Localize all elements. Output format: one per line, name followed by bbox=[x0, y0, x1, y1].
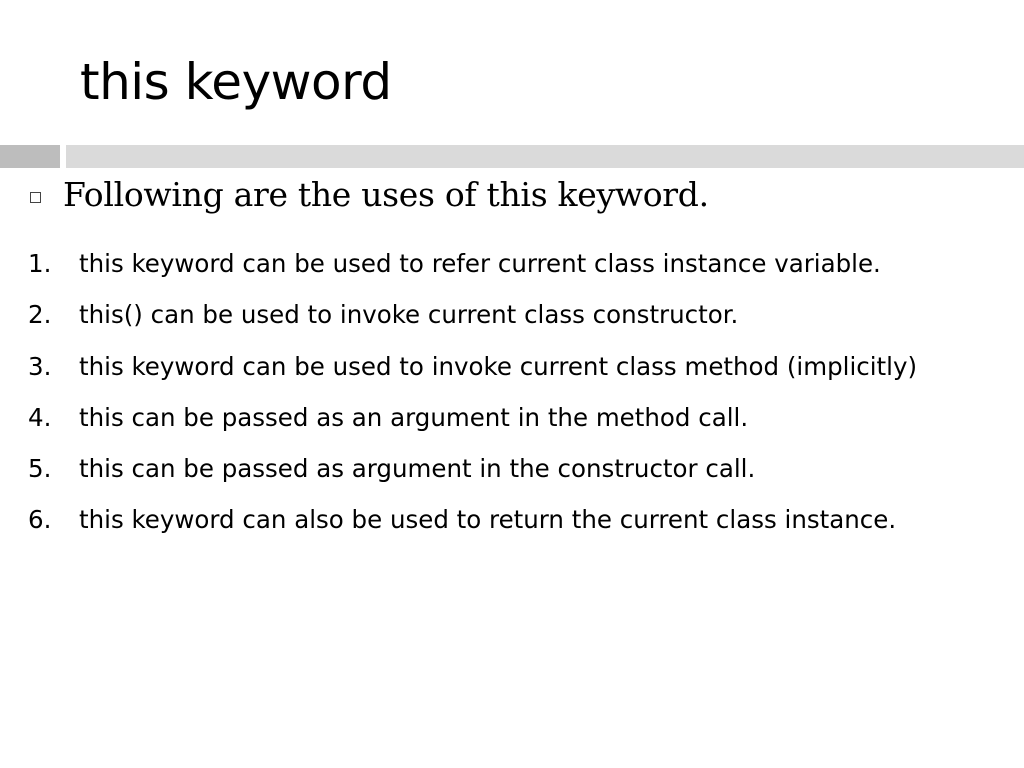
uses-list bbox=[28, 238, 928, 546]
list-item bbox=[28, 392, 928, 443]
list-item-number: 2. bbox=[28, 300, 52, 330]
list-item bbox=[28, 238, 928, 289]
list-item-number: 4. bbox=[28, 402, 52, 432]
intro-text: Following are the uses of this keyword. bbox=[63, 175, 709, 214]
list-item bbox=[28, 341, 928, 392]
slide-title: this keyword bbox=[80, 53, 392, 111]
list-item-number: 5. bbox=[28, 454, 52, 484]
list-item-text: this keyword can be used to invoke current class method (implicitly) bbox=[79, 351, 918, 381]
title-underline-bar-accent bbox=[0, 145, 60, 168]
list-item bbox=[28, 289, 928, 340]
list-item bbox=[28, 443, 928, 494]
list-item-number: 6. bbox=[28, 505, 52, 535]
list-item-number: 3. bbox=[28, 351, 52, 381]
hollow-square-bullet-icon bbox=[30, 192, 41, 203]
list-item-text: this can be passed as an argument in the method call. bbox=[79, 402, 749, 432]
title-underline-bar bbox=[66, 145, 1024, 168]
list-item-text: this() can be used to invoke current class constructor. bbox=[79, 300, 739, 330]
list-item-text: this can be passed as argument in the constructor call. bbox=[79, 454, 756, 484]
list-item-text: this keyword can be used to refer current class instance variable. bbox=[79, 249, 881, 278]
list-item bbox=[28, 494, 928, 545]
list-item-number: 1. bbox=[28, 249, 52, 278]
intro-bullet-line bbox=[30, 172, 709, 218]
list-item-text: this keyword can also be used to return the current class instance. bbox=[79, 505, 897, 535]
